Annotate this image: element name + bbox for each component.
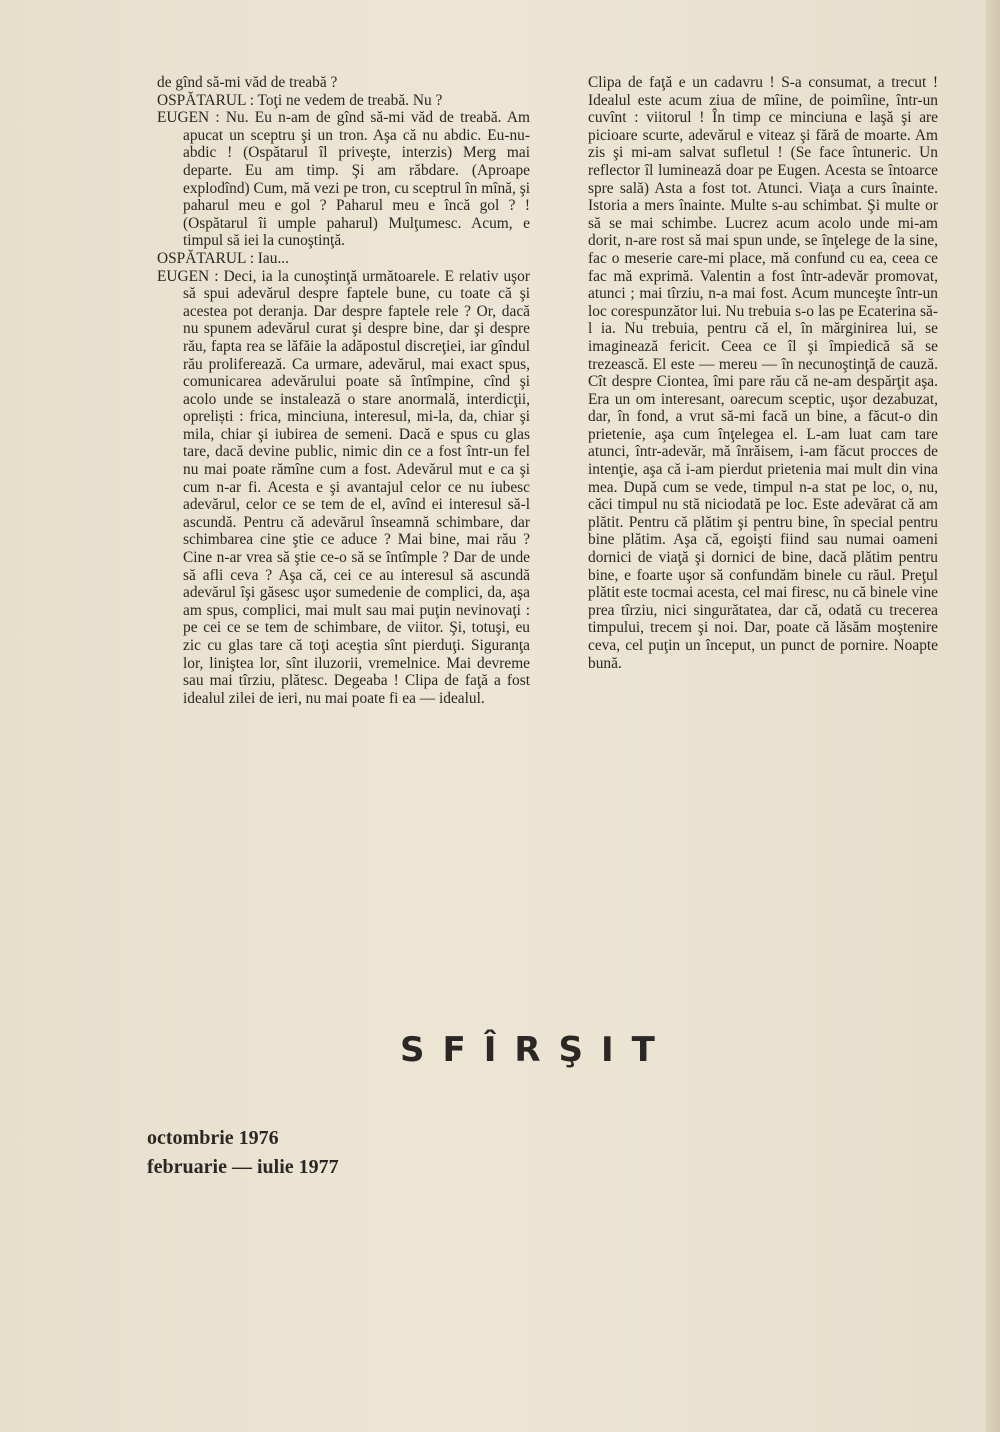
ending-title: SFÎRŞIT [400,1030,673,1070]
dialogue-line-eugen: EUGEN : Nu. Eu n-am de gînd să-mi văd de treabă. Am apucat un sceptru şi un tron. Aşa că nu abdic. Eu-nu-abdic ! (Ospătarul îl priveşte, interzis) Merg mai departe. Eu am timp. Şi am răbdare. (Aproape explodînd) Cum, mă vezi pe tron, cu sceptrul în mînă, şi paharul meu e gol ? Paharul meu e încă gol ? ! (Ospătarul îi umple paharul) Mulţumesc. Acum, e timpul să iei la cunoştinţă. [157,109,530,250]
right-text-column [588,74,938,672]
composition-dates [147,1124,339,1182]
dialogue-line-eugen: EUGEN : Deci, ia la cunoştinţă următoarele. E relativ uşor să spui adevărul despre faptele bune, cu toate că şi acestea pot deranja. Dar despre faptele rele ? Or, dacă nu spunem adevărul curat şi despre bine, dar şi despre rău, fapta rea se lăfăie la adăpostul discreţiei, iar gîndul rău proliferează. Ca urmare, adevărul, mai exact spus, comunicarea adevărului poate să întîmpine, cînd şi acolo unde se instalează o stare anormală, interdicţii, opreliști : frica, minciuna, interesul, mi-la, da, chiar şi mila, chiar şi iubirea de semeni. Dacă e spus cu glas tare, dacă devine public, nimic din ce a fost într-un fel nu mai poate rămîne cum a fost. Adevărul mut e ca şi cum n-ar fi. Acesta e şi avantajul celor ce nu iubesc adevărul, celor ce se tem de el, avînd ei interesul să-l ascundă. Pentru că adevărul înseamnă schimbare, dar schimbarea cine ştie ce aduce ? Mai bine, mai rău ? Cine n-ar vrea să ştie ce-o să se întîmple ? Dar de unde să afli ceva ? Aşa că, cei ce au interesul să ascundă adevărul îşi găsesc uşor sumedenie de complici, da, aşa am spus, complici, mai mult sau mai puţin nevinovaţi : pe cei ce se tem de schimbare, de viitor. Şi, totuşi, eu zic cu glas tare că toţi aceştia sînt pierduţi. Siguranţa lor, liniştea lor, sînt iluzorii, vremelnice. Mai devreme sau mai tîrziu, plătesc. Degeaba ! Clipa de faţă a fost idealul zilei de ieri, nu mai poate fi ea — idealul. [157,267,530,707]
left-text-column [157,74,530,707]
dialogue-line-ospatarul: OSPĂTARUL : Toţi ne vedem de treabă. Nu ? [157,91,443,109]
date-line: februarie — iulie 1977 [147,1156,339,1178]
dialogue-line-ospatarul: OSPĂTARUL : Iau... [157,249,290,267]
page-edge [986,0,1000,1432]
paragraph: de gînd să-mi văd de treabă ? [157,74,338,91]
date-line: octombrie 1976 [147,1127,279,1149]
paragraph: Clipa de faţă e un cadavru ! S-a consumat, a trecut ! Idealul este acum ziua de mîine, de poimîine, într-un cuvînt : viitorul ! În timp ce minciuna e laşă şi are picioare scurte, adevărul e viteaz şi fără de moarte. Am zis şi mi-am salvat sufletul ! (Se face întuneric. Un reflector îl luminează doar pe Eugen. Acesta se întoarce spre sală) Asta a fost tot. Atunci. Viaţa a curs înainte. Istoria a mers înainte. Multe s-au schimbat. Şi multe or să se mai schimbe. Lucrez acum acolo unde mi-am dorit, n-are rost să mai spun unde, se înţelege de la sine, fac o meserie care-mi place, mă confund cu ea, ceea ce fac mă exprimă. Valentin a fost într-adevăr promovat, atunci ; mai tîrziu, n-a mai fost. Acum munceşte într-un loc corespunzător lui. Nu trebuia s-o las pe Ecaterina să-l ia. Nu trebuia, pentru că el, în mărginirea lui, se imaginează fericit. Ceea ce îl şi împiedică să se trezească. El este — mereu — în necunoştinţă de cauză. Cît despre Ciontea, îmi pare rău că ne-am despărţit aşa. Era un om interesant, oarecum sceptic, uşor dezabuzat, dar, în fond, a vrut să-mi facă un bine, a făcut-o din prietenie, aşa cum înţelegea el. L-am luat cam tare atunci, într-adevăr, mă înrăisem, i-am făcut procces de intenţie, aşa că i-am pierdut prietenia mai mult din vina mea. După cum se vede, timpul n-a stat pe loc, o, nu, căci timpul nu stă niciodată pe loc. Este adevărat că am plătit. Pentru că plătim şi pentru bine, în special pentru bine plătim. Aşa că, egoişti fiind sau numai oameni dornici de viaţă şi dornici de bine, dacă plătim pentru bine, e foarte uşor să confundăm binele cu răul. Preţul plătit este tocmai acesta, cel mai firesc, nu că binele vine prea tîrziu, nici singurătatea, dar că, odată cu trecerea timpului, trecem şi noi. Dar, poate că lăsăm moştenire ceva, cel puţin un început, un punct de pornire. Noapte bună. [588,74,938,672]
